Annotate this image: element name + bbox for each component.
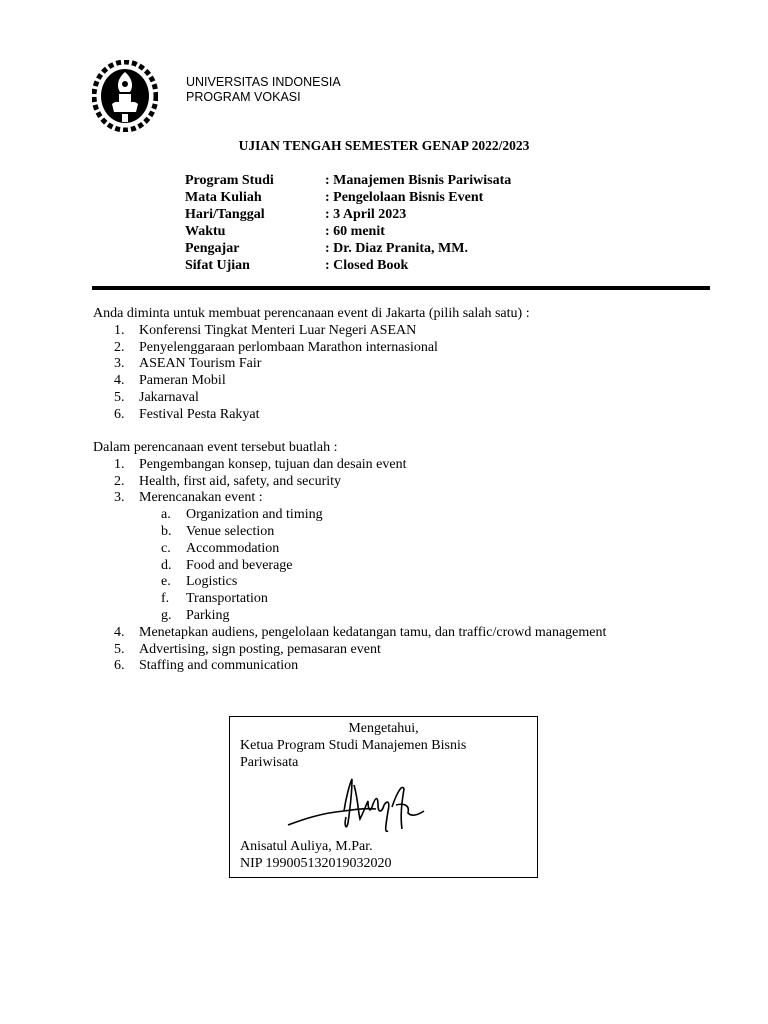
info-value: : Dr. Diaz Pranita, MM. bbox=[325, 241, 468, 256]
section-planning-tasks bbox=[93, 440, 733, 675]
list-item: 4. Pameran Mobil bbox=[114, 373, 226, 389]
list-item: 1. Pengembangan konsep, tujuan dan desain event bbox=[114, 456, 407, 472]
list-item: 4. Menetapkan audiens, pengelolaan kedatangan tamu, dan traffic/crowd management bbox=[114, 624, 607, 640]
event-options-list bbox=[93, 323, 733, 424]
list-item: 6. Festival Pesta Rakyat bbox=[114, 406, 260, 422]
list-item: 5. Advertising, sign posting, pemasaran event bbox=[114, 641, 381, 657]
info-label: Pengajar bbox=[185, 241, 240, 256]
section-event-choice bbox=[93, 306, 733, 424]
list-item: 3. Merencanakan event : bbox=[114, 490, 263, 506]
info-label: Hari/Tanggal bbox=[185, 207, 265, 222]
list-item: 3. ASEAN Tourism Fair bbox=[114, 356, 262, 372]
sub-list-item: a. Organization and timing bbox=[161, 507, 323, 523]
list-item: 2. Penyelenggaraan perlombaan Marathon internasional bbox=[114, 339, 438, 355]
info-value: : Manajemen Bisnis Pariwisata bbox=[325, 173, 512, 188]
list-item: 1. Konferensi Tingkat Menteri Luar Negeri ASEAN bbox=[114, 322, 417, 338]
info-value: : 3 April 2023 bbox=[325, 207, 407, 222]
info-row bbox=[185, 240, 511, 257]
faculty-name: PROGRAM VOKASI bbox=[186, 90, 301, 104]
sub-list-item: d. Food and beverage bbox=[161, 557, 293, 573]
info-value: : Pengelolaan Bisnis Event bbox=[325, 190, 484, 205]
list-item: 2. Health, first aid, safety, and security bbox=[114, 473, 342, 489]
signer-nip: NIP 199005132019032020 bbox=[240, 856, 392, 871]
list-item: 6. Staffing and communication bbox=[114, 658, 299, 674]
sub-list-item: c. Accommodation bbox=[161, 540, 280, 556]
signer-role: Ketua Program Studi Manajemen Bisnis Pariwisata bbox=[240, 738, 467, 770]
section-intro: Dalam perencanaan event tersebut buatlah : bbox=[93, 440, 338, 455]
info-row bbox=[185, 223, 511, 240]
exam-title: UJIAN TENGAH SEMESTER GENAP 2022/2023 bbox=[238, 138, 530, 153]
info-row bbox=[185, 257, 511, 274]
planning-tasks-list-continued bbox=[93, 625, 733, 675]
signer-name: Anisatul Auliya, M.Par. bbox=[240, 839, 373, 854]
info-row bbox=[185, 206, 511, 223]
info-label: Mata Kuliah bbox=[185, 190, 262, 205]
info-label: Program Studi bbox=[185, 173, 274, 188]
info-label: Sifat Ujian bbox=[185, 258, 250, 273]
sub-list-item: f. Transportation bbox=[161, 591, 268, 607]
university-logo bbox=[92, 60, 158, 132]
list-item: 5. Jakarnaval bbox=[114, 389, 199, 405]
sub-list-item: g. Parking bbox=[161, 607, 230, 623]
approval-box bbox=[229, 716, 538, 878]
section-intro: Anda diminta untuk membuat perencanaan event di Jakarta (pilih salah satu) : bbox=[93, 306, 530, 321]
info-row bbox=[185, 189, 511, 206]
exam-info bbox=[185, 172, 511, 274]
signature-image bbox=[284, 775, 430, 837]
info-value: : Closed Book bbox=[325, 258, 409, 273]
sub-list-item: b. Venue selection bbox=[161, 523, 275, 539]
info-label: Waktu bbox=[185, 224, 226, 239]
university-name: UNIVERSITAS INDONESIA bbox=[186, 75, 341, 89]
acknowledged-label: Mengetahui, bbox=[348, 721, 419, 736]
info-row bbox=[185, 172, 511, 189]
planning-subtasks-list bbox=[93, 507, 733, 625]
header-divider bbox=[92, 286, 710, 290]
planning-tasks-list bbox=[93, 457, 733, 507]
sub-list-item: e. Logistics bbox=[161, 574, 238, 590]
info-value: : 60 menit bbox=[325, 224, 385, 239]
